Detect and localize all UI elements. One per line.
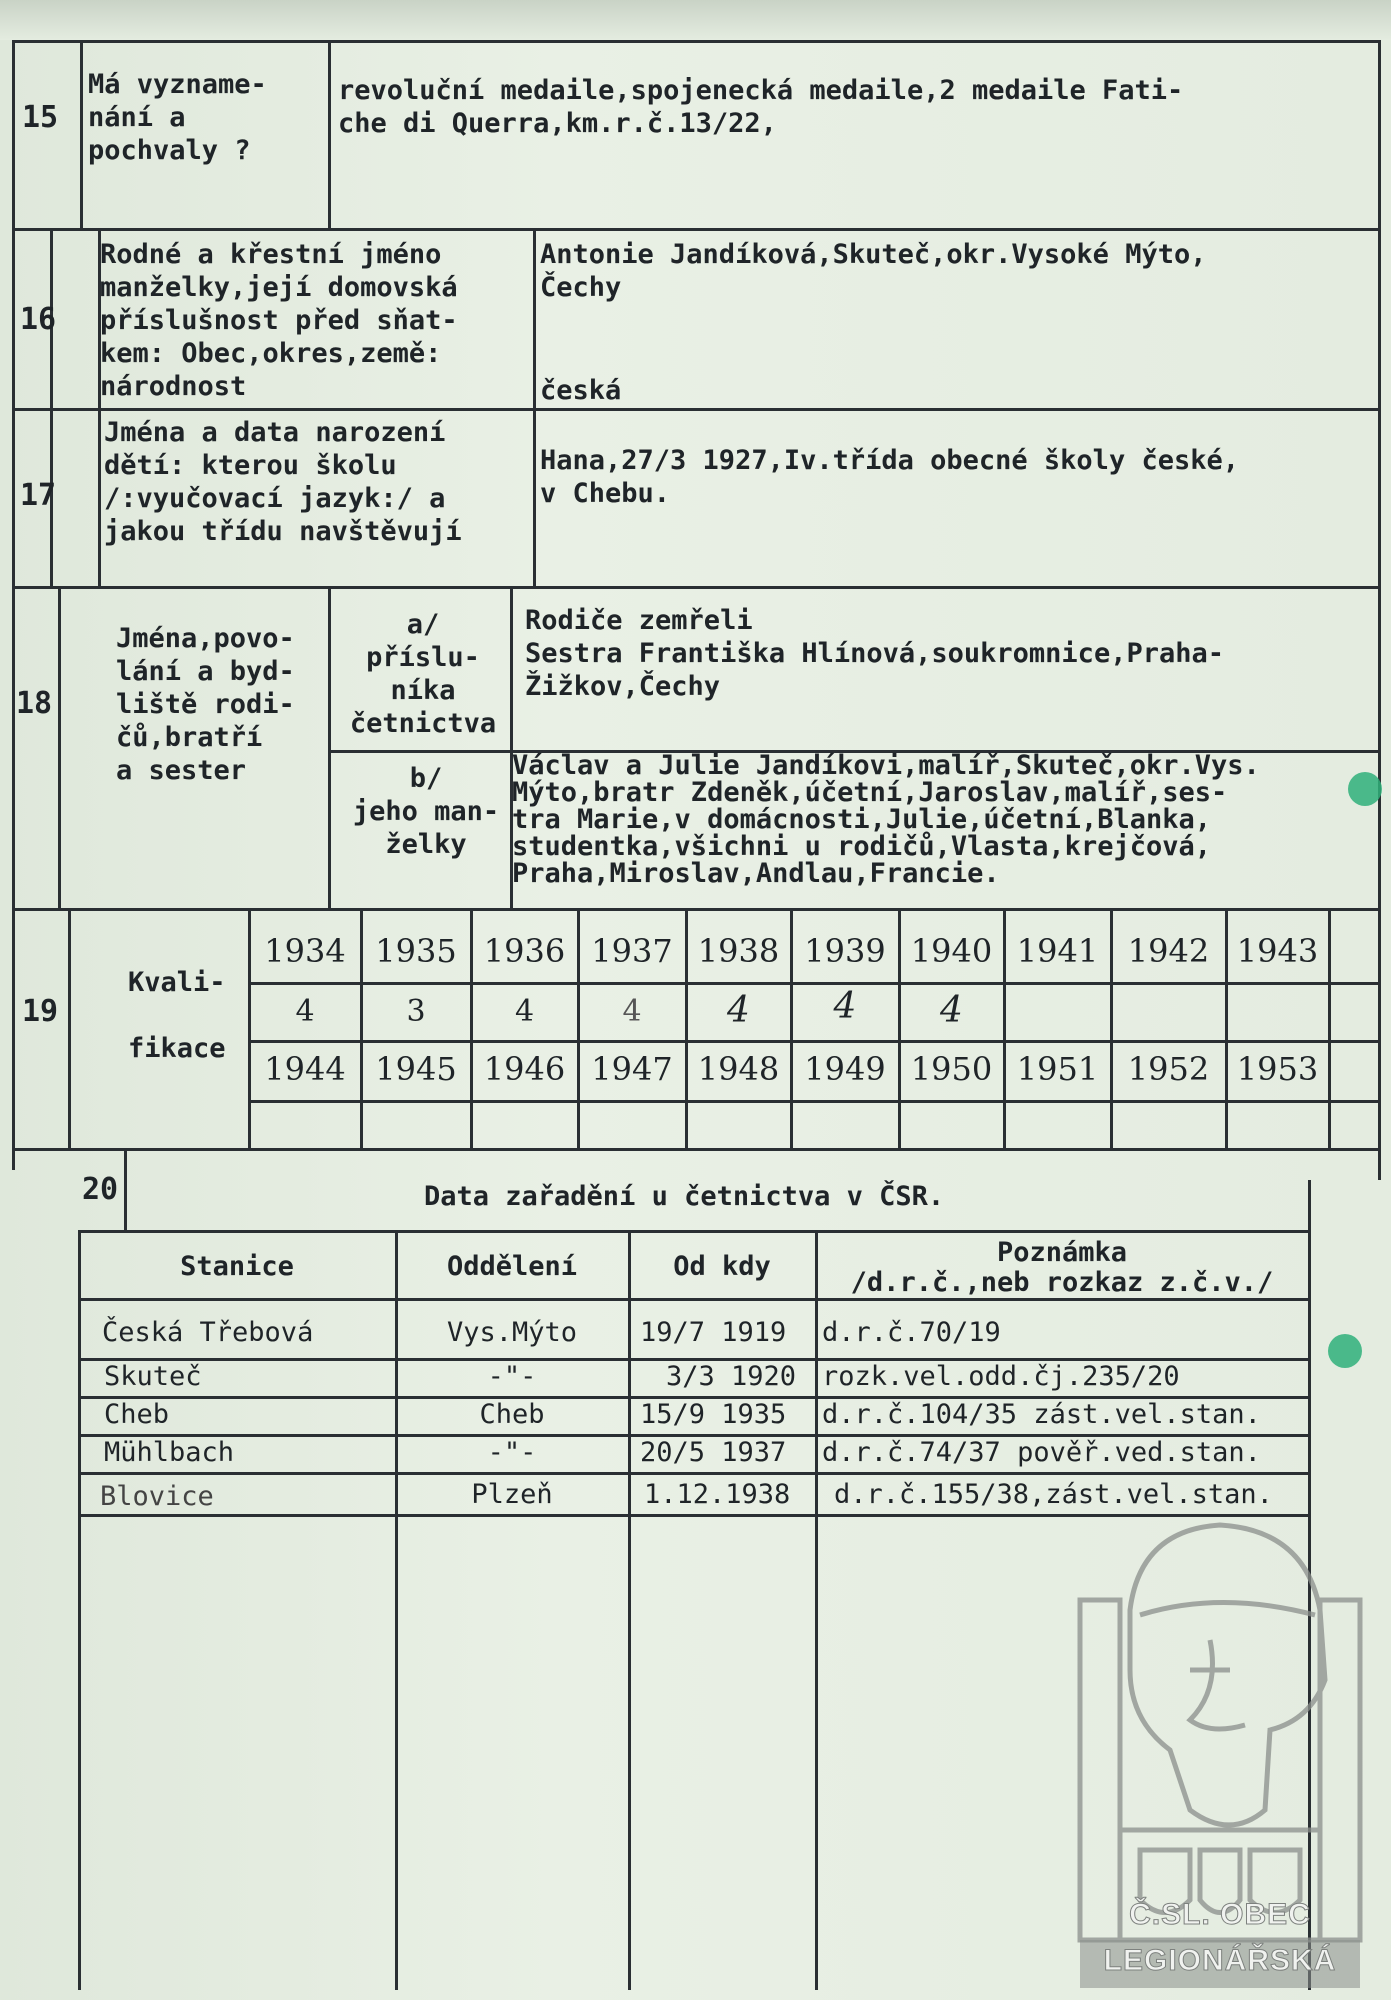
section-number-15: 15 bbox=[22, 100, 59, 135]
year-cell: 1939 bbox=[804, 932, 886, 970]
cell-from-date: 15/9 1935 bbox=[640, 1399, 787, 1430]
cell-from-date: 3/3 1920 bbox=[666, 1361, 797, 1392]
year-cell: 1950 bbox=[910, 1050, 993, 1088]
cell-station: Česká Třebová bbox=[102, 1317, 314, 1348]
header-station: Stanice bbox=[180, 1251, 294, 1282]
grade-cell: 4 bbox=[514, 994, 535, 1029]
punch-hole bbox=[1328, 1334, 1362, 1368]
year-cell: 1949 bbox=[804, 1050, 886, 1088]
section-number-18: 18 bbox=[16, 686, 53, 721]
section-17-value: Hana,27/3 1927,Iv.třída obecné školy české, v Chebu. bbox=[540, 445, 1239, 509]
section-16-label: Rodné a křestní jméno manželky,její domovská příslušnost před sňat- kem: Obec,okres,země: národnost bbox=[100, 239, 458, 402]
section-number-16: 16 bbox=[20, 302, 57, 337]
cell-station: Blovice bbox=[100, 1481, 214, 1512]
year-cell: 1936 bbox=[483, 932, 566, 970]
cell-from-date: 19/7 1919 bbox=[640, 1317, 787, 1348]
cell-note: d.r.č.70/19 bbox=[822, 1317, 1001, 1348]
section-20-title: Data zařadění u četnictva v ČSR. bbox=[424, 1181, 945, 1212]
section-17-label: Jména a data narození dětí: kterou školu /:vyučovací jazyk:/ a jakou třídu navštěvují bbox=[104, 417, 462, 547]
cell-note: d.r.č.155/38,zást.vel.stan. bbox=[834, 1479, 1273, 1510]
year-cell: 1934 bbox=[264, 932, 346, 970]
year-cell: 1938 bbox=[697, 932, 780, 970]
section-18-a-label: a/ příslu- níka četnictva bbox=[349, 609, 497, 739]
logo-text-line1: Č.SL. OBEC bbox=[1129, 1898, 1311, 1931]
section-15-value: revoluční medaile,spojenecká medaile,2 medaile Fati- che di Querra,km.r.č.13/22, bbox=[338, 75, 1184, 139]
cell-from-date: 20/5 1937 bbox=[640, 1437, 787, 1468]
cell-department: -"- bbox=[487, 1361, 537, 1392]
year-cell: 1944 bbox=[264, 1050, 346, 1088]
section-15-label: Má vyzname- nání a pochvaly ? bbox=[88, 69, 267, 166]
punch-hole bbox=[1348, 772, 1382, 806]
year-cell: 1945 bbox=[375, 1050, 457, 1088]
year-cell: 1943 bbox=[1236, 932, 1319, 970]
year-cell: 1951 bbox=[1016, 1050, 1099, 1088]
cell-station: Cheb bbox=[104, 1399, 170, 1430]
cell-department: Plzeň bbox=[471, 1479, 553, 1510]
section-18-label: Jména,povo- lání a byd- liště rodi- čů,bratří a sester bbox=[116, 623, 295, 786]
cell-station: Mühlbach bbox=[104, 1437, 235, 1468]
cell-department: Cheb bbox=[479, 1399, 545, 1430]
grade-cell: 4 bbox=[295, 994, 315, 1029]
grade-cell: 4 bbox=[940, 990, 963, 1031]
cell-station: Skuteč bbox=[104, 1361, 202, 1392]
year-cell: 1937 bbox=[591, 932, 673, 970]
header-from-date: Od kdy bbox=[673, 1251, 771, 1282]
grade-cell: 4 bbox=[833, 986, 857, 1027]
section-18-b-label: b/ jeho man- želky bbox=[352, 763, 500, 860]
header-department: Oddělení bbox=[446, 1251, 578, 1282]
section-number-19: 19 bbox=[22, 994, 59, 1029]
cell-note: d.r.č.104/35 zást.vel.stan. bbox=[822, 1399, 1261, 1430]
grade-cell: 4 bbox=[727, 990, 750, 1031]
year-cell: 1952 bbox=[1127, 1050, 1210, 1088]
year-cell: 1947 bbox=[591, 1050, 673, 1088]
year-cell: 1942 bbox=[1127, 932, 1210, 970]
grade-cell: 4 bbox=[622, 994, 642, 1029]
section-18-b-value: Václav a Julie Jandíkovi,malíř,Skuteč,okr.Vys. Mýto,bratr Zdeněk,účetní,Jaroslav,malíř,ses- tra Marie,v domácnosti,Julie,účetní,Blanka, studentka,všichni u rodičů,Vlasta,krejčová, Praha,Miroslav,Andlau,Francie. bbox=[512, 750, 1260, 889]
section-16-nationality: česká bbox=[540, 375, 622, 406]
header-note: Poznámka /d.r.č.,neb rozkaz z.č.v./ bbox=[850, 1237, 1274, 1298]
section-number-20: 20 bbox=[82, 1172, 119, 1207]
cell-department: Vys.Mýto bbox=[446, 1317, 578, 1348]
section-18-a-value: Rodiče zemřeli Sestra Františka Hlínová,soukromnice,Praha- Žižkov,Čechy bbox=[525, 605, 1224, 702]
section-16-value: Antonie Jandíková,Skuteč,okr.Vysoké Mýto, Čechy bbox=[540, 239, 1207, 303]
cell-from-date: 1.12.1938 bbox=[644, 1479, 791, 1510]
year-cell: 1940 bbox=[910, 932, 993, 970]
year-cell: 1935 bbox=[375, 932, 457, 970]
year-cell: 1953 bbox=[1236, 1050, 1319, 1088]
year-cell: 1948 bbox=[697, 1050, 780, 1088]
year-cell: 1941 bbox=[1016, 932, 1099, 970]
qualification-label: Kvali- fikace bbox=[128, 967, 226, 1064]
grade-cell: 3 bbox=[406, 994, 426, 1029]
cell-department: -"- bbox=[487, 1437, 537, 1468]
legion-logo bbox=[1070, 1520, 1370, 1990]
page-edge bbox=[0, 0, 1391, 40]
section-number-17: 17 bbox=[20, 478, 57, 513]
cell-note: rozk.vel.odd.čj.235/20 bbox=[822, 1361, 1180, 1392]
logo-text-line2: LEGIONÁŘSKÁ bbox=[1103, 1944, 1337, 1977]
cell-note: d.r.č.74/37 pověř.ved.stan. bbox=[822, 1437, 1261, 1468]
year-cell: 1946 bbox=[483, 1050, 566, 1088]
